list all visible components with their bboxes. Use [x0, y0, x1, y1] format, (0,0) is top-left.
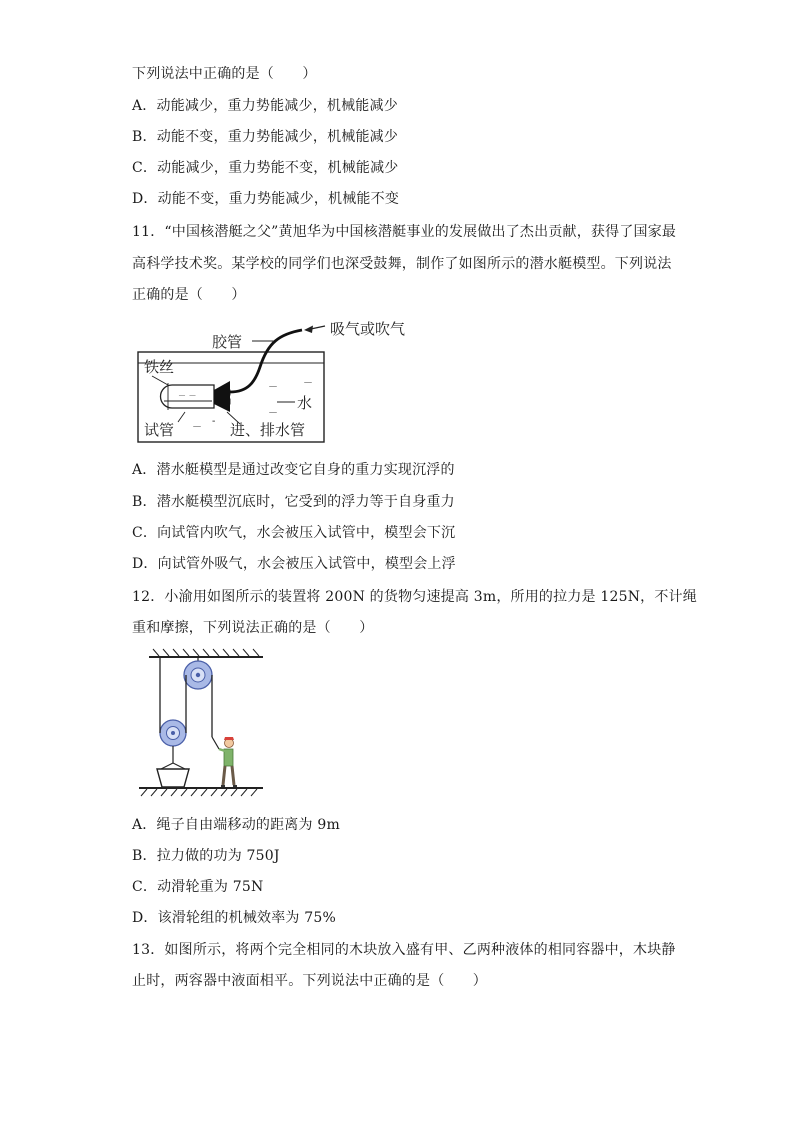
pulley-system-figure — [135, 645, 270, 805]
q12-option-b: B．拉力做的功为 750J — [132, 848, 280, 864]
svg-text:－: － — [303, 378, 313, 389]
label-drain: 进、排水管 — [230, 421, 306, 439]
q12-option-d: D．该滑轮组的机械效率为 75% — [132, 910, 336, 926]
q12-stem-line-2: 重和摩擦，下列说法正确的是（ ） — [132, 620, 374, 636]
svg-text:－: － — [268, 408, 278, 419]
svg-text:－: － — [192, 422, 202, 433]
rubber-stopper — [214, 381, 230, 412]
q11-stem-line-1: 11．“中国核潜艇之父”黄旭华为中国核潜艇事业的发展做出了杰出贡献，获得了国家最 — [132, 224, 677, 240]
q10-option-d: D．动能不变，重力势能减少，机械能不变 — [132, 191, 400, 207]
label-hose: 胶管 — [212, 333, 243, 351]
label-breath: 吸气或吹气 — [330, 320, 406, 338]
q10-option-c: C．动能减少，重力势能不变，机械能减少 — [132, 160, 399, 176]
svg-text:－ －: － － — [178, 391, 197, 400]
q11-option-d: D．向试管外吸气，水会被压入试管中，模型会上浮 — [132, 556, 456, 572]
q11-option-b: B．潜水艇模型沉底时，它受到的浮力等于自身重力 — [132, 494, 455, 510]
q11-stem-line-2: 高科学技术奖。某学校的同学们也深受鼓舞，制作了如图所示的潜水艇模型。下列说法 — [132, 256, 672, 272]
q12-stem-line-1: 12．小渝用如图所示的装置将 200N 的货物匀速提高 3m，所用的拉力是 125N，不计绳 — [132, 589, 697, 605]
label-tube: 试管 — [144, 421, 175, 439]
q12-option-c: C．动滑轮重为 75N — [132, 879, 264, 895]
q10-stem: 下列说法中正确的是（ ） — [132, 66, 317, 82]
cargo — [157, 769, 189, 787]
person-pulling — [219, 737, 237, 786]
q11-option-c: C．向试管内吹气，水会被压入试管中，模型会下沉 — [132, 525, 456, 541]
svg-text:－: － — [268, 382, 278, 393]
q11-option-a: A．潜水艇模型是通过改变它自身的重力实现沉浮的 — [132, 462, 455, 478]
q13-stem-line-2: 止时，两容器中液面相平。下列说法中正确的是（ ） — [132, 973, 487, 989]
label-water: 水 — [297, 394, 313, 412]
q12-option-a: A．绳子自由端移动的距离为 9m — [132, 817, 340, 833]
submarine-model-figure — [130, 312, 430, 447]
q10-option-b: B．动能不变，重力势能减少，机械能减少 — [132, 129, 399, 145]
svg-text:-: - — [212, 416, 216, 427]
q11-stem-line-3: 正确的是（ ） — [132, 287, 246, 303]
q13-stem-line-1: 13．如图所示，将两个完全相同的木块放入盛有甲、乙两种液体的相同容器中，木块静 — [132, 942, 676, 958]
q10-option-a: A．动能减少，重力势能减少，机械能减少 — [132, 98, 398, 114]
label-wire: 铁丝 — [144, 358, 175, 376]
